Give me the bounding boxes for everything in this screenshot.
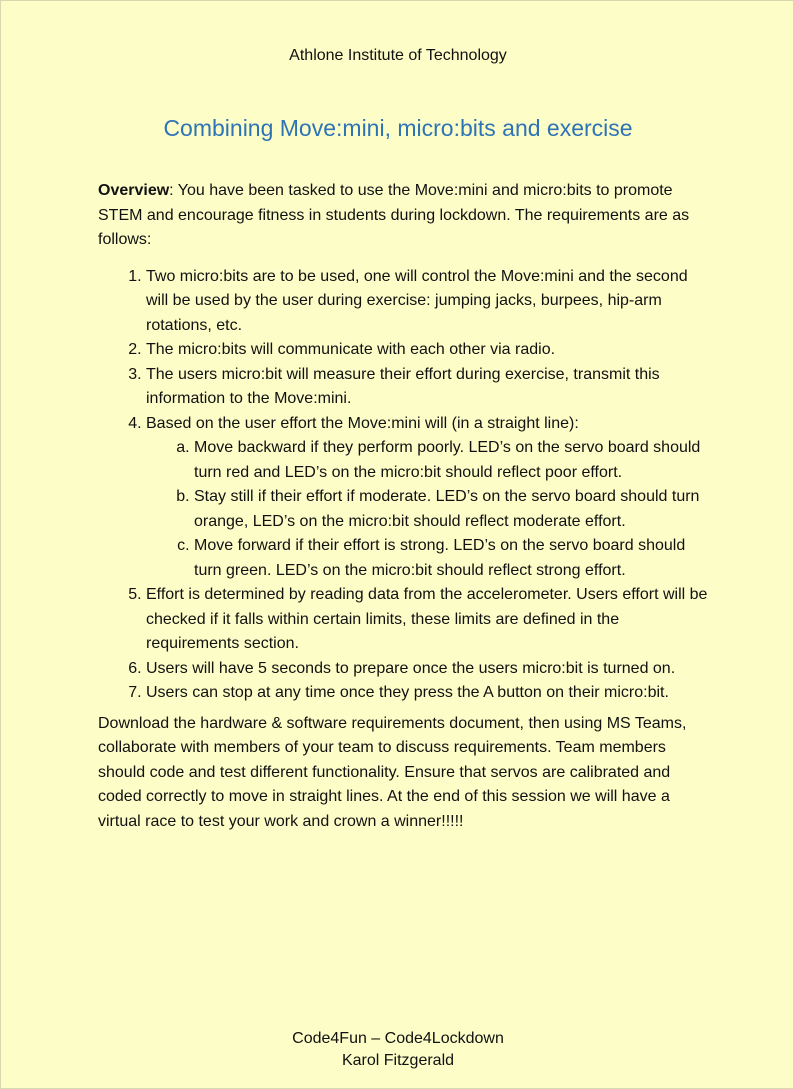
requirement-item: 5. Effort is determined by reading data from the accelerometer. Users effort will be checked if it falls within certain limits, these limits are defined in the requirements section.	[146, 583, 713, 657]
institution-header: Athlone Institute of Technology	[289, 47, 507, 64]
footer-line-1: Code4Fun – Code4Lockdown	[292, 1030, 504, 1047]
effort-sublist	[146, 436, 713, 583]
document-title: Combining Move:mini, micro:bits and exercise	[163, 115, 633, 141]
overview-text: : You have been tasked to use the Move:mini and micro:bits to promote STEM and encourage fitness in students during lockdown. The requirements are as follows:	[98, 182, 690, 248]
closing-paragraph: Download the hardware & software requirements document, then using MS Teams, collaborate with members of your team to discuss requirements. Team members should code and test different functionality. Ensure that servos are calibrated and coded correctly to move in straight lines. At the end of this session we will have a virtual race to test your work and crown a winner!!!!!	[98, 714, 687, 830]
sub-requirement-item: c. Move forward if their effort is strong. LED’s on the servo board should turn green. LED’s on the micro:bit should reflect strong effort.	[194, 534, 713, 583]
requirement-text: Based on the user effort the Move:mini will (in a straight line):	[146, 414, 579, 432]
requirement-item: 2. The micro:bits will communicate with each other via radio.	[146, 338, 713, 363]
document-body	[98, 179, 713, 834]
sub-requirement-item: a. Move backward if they perform poorly. LED’s on the servo board should turn red and LED’s on the micro:bit should reflect poor effort.	[194, 436, 713, 485]
requirement-item: 7. Users can stop at any time once they press the A button on their micro:bit.	[146, 681, 713, 706]
footer	[1, 1028, 794, 1072]
footer-author: Karol Fitzgerald	[341, 1052, 455, 1069]
requirements-list	[98, 265, 713, 706]
requirement-item: 6. Users will have 5 seconds to prepare once the users micro:bit is turned on.	[146, 657, 713, 682]
overview-paragraph	[98, 179, 713, 253]
sub-requirement-item: b. Stay still if their effort if moderate. LED’s on the servo board should turn orange, LED’s on the micro:bit should reflect moderate effort.	[194, 485, 713, 534]
requirement-item	[146, 412, 713, 584]
requirement-item: 3. The users micro:bit will measure their effort during exercise, transmit this information to the Move:mini.	[146, 363, 713, 412]
overview-label: Overview	[98, 182, 170, 199]
requirement-item: 1. Two micro:bits are to be used, one will control the Move:mini and the second will be used by the user during exercise: jumping jacks, burpees, hip-arm rotations, etc.	[146, 265, 713, 339]
